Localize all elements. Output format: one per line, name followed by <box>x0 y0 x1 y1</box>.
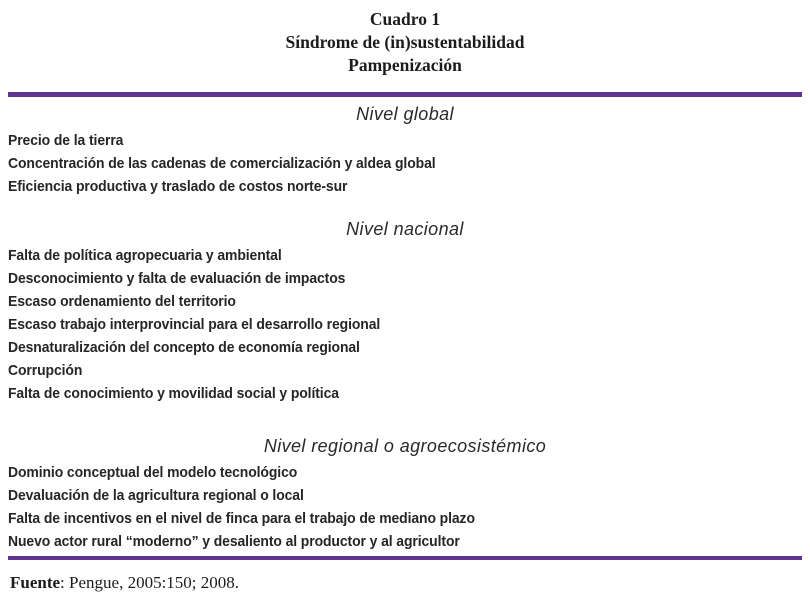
source-text: : Pengue, 2005:150; 2008. <box>60 573 240 592</box>
list-item-text: Concentración de las cadenas de comercialización y aldea global <box>8 154 436 172</box>
list-item <box>8 175 802 198</box>
section-item-list <box>0 129 810 198</box>
section-item-list <box>0 244 810 405</box>
list-item-text: Escaso trabajo interprovincial para el desarrollo regional <box>8 315 381 333</box>
list-item <box>8 484 802 507</box>
source-note <box>10 572 802 593</box>
list-item <box>8 530 802 553</box>
list-item <box>8 290 802 313</box>
list-item-text: Desnaturalización del concepto de economía regional <box>8 338 360 356</box>
section-nivel-regional <box>0 435 810 553</box>
list-item-text: Devaluación de la agricultura regional o local <box>8 486 304 504</box>
section-heading: Nivel global <box>356 103 454 124</box>
list-item <box>8 244 802 267</box>
bottom-rule <box>8 556 802 561</box>
table-title-sub: Pampenización <box>348 55 462 75</box>
list-item-text: Dominio conceptual del modelo tecnológico <box>8 463 298 481</box>
source-label: Fuente <box>10 573 61 592</box>
list-item-text: Precio de la tierra <box>8 131 124 149</box>
table-title-main: Síndrome de (in)sustentabilidad <box>285 32 525 52</box>
list-item <box>8 461 802 484</box>
list-item-text: Desconocimiento y falta de evaluación de impactos <box>8 269 346 287</box>
list-item-text: Corrupción <box>8 361 83 379</box>
list-item <box>8 382 802 405</box>
list-item-text: Nuevo actor rural “moderno” y desaliento al productor y al agricultor <box>8 532 460 550</box>
section-heading: Nivel regional o agroecosistémico <box>263 435 547 456</box>
top-rule <box>8 92 802 97</box>
list-item <box>8 152 802 175</box>
section-item-list <box>0 461 810 553</box>
list-item <box>8 313 802 336</box>
table-title <box>0 0 810 77</box>
list-item-text: Falta de política agropecuaria y ambiental <box>8 246 282 264</box>
list-item-text: Escaso ordenamiento del territorio <box>8 292 236 310</box>
section-heading: Nivel nacional <box>346 218 464 239</box>
list-item <box>8 336 802 359</box>
list-item-text: Falta de conocimiento y movilidad social y política <box>8 384 339 402</box>
list-item-text: Falta de incentivos en el nivel de finca para el trabajo de mediano plazo <box>8 509 475 527</box>
table-title-number: Cuadro 1 <box>369 9 441 29</box>
list-item <box>8 267 802 290</box>
section-nivel-global <box>0 103 810 198</box>
section-nivel-nacional <box>0 218 810 405</box>
list-item <box>8 359 802 382</box>
list-item <box>8 129 802 152</box>
list-item <box>8 507 802 530</box>
list-item-text: Eficiencia productiva y traslado de costos norte-sur <box>8 177 348 195</box>
